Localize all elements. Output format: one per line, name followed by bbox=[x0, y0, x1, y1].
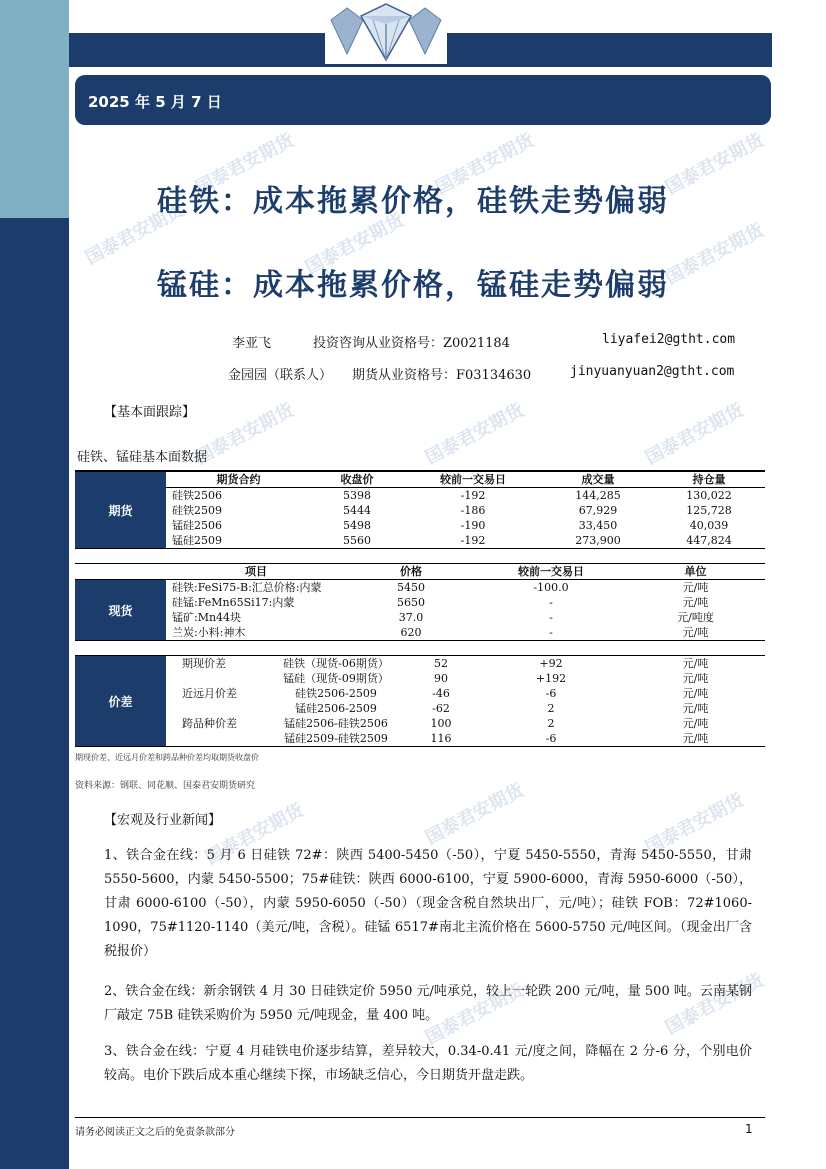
table-row bbox=[166, 610, 765, 625]
report-date: 2025 年 5 月 7 日 bbox=[88, 93, 222, 111]
watermark: 国泰君安期货 bbox=[422, 979, 528, 1049]
author-cert: 期货从业资格号：F03134630 bbox=[352, 368, 532, 383]
table-cell: +192 bbox=[535, 672, 567, 685]
table-cell: 硅铁2506 bbox=[172, 489, 222, 502]
table-row bbox=[166, 686, 765, 701]
table-cell: - bbox=[549, 611, 553, 624]
table-cell: 52 bbox=[434, 657, 448, 670]
report-title: 硅铁：成本拖累价格，硅铁走势偏弱 bbox=[157, 184, 669, 219]
table-cell: - bbox=[549, 596, 553, 609]
watermark: 国泰君安期货 bbox=[202, 799, 308, 869]
spot-block bbox=[75, 580, 765, 641]
table-header-row bbox=[166, 472, 765, 488]
section-heading: 【基本面跟踪】 bbox=[104, 405, 196, 420]
watermark: 国泰君安期货 bbox=[662, 129, 768, 199]
table-cell: 125,728 bbox=[686, 504, 732, 517]
table-row bbox=[166, 656, 765, 671]
table-cell: 33,450 bbox=[578, 519, 618, 532]
watermark: 国泰君安期货 bbox=[662, 969, 768, 1039]
table-spacer bbox=[75, 549, 765, 564]
table-row bbox=[166, 503, 765, 518]
table-cell: 锰硅2506 bbox=[172, 519, 222, 532]
table-cell: 620 bbox=[400, 626, 422, 639]
table-cell: 元/吨 bbox=[682, 687, 709, 700]
table-cell: 锰硅2509 bbox=[172, 534, 222, 547]
futures-label: 期货 bbox=[75, 472, 166, 548]
column-header: 成交量 bbox=[581, 473, 615, 486]
table-cell: 100 bbox=[430, 717, 452, 730]
watermark: 国泰君安期货 bbox=[422, 779, 528, 849]
author-email: liyafei2@gtht.com bbox=[602, 332, 736, 347]
table-cell: 元/吨度 bbox=[677, 611, 714, 624]
table-cell: 5444 bbox=[343, 504, 371, 517]
table-cell: 40,039 bbox=[689, 519, 729, 532]
table-cell: 硅锰:FeMn65Si17:内蒙 bbox=[172, 596, 295, 609]
table-row bbox=[166, 595, 765, 610]
table-cell: 2 bbox=[547, 717, 555, 730]
table-cell: 锰硅2506-2509 bbox=[295, 702, 377, 715]
futures-block bbox=[75, 472, 765, 549]
table-cell: 5560 bbox=[343, 534, 371, 547]
table-cell: 锰硅2506-硅铁2506 bbox=[284, 717, 388, 730]
report-title: 锰硅：成本拖累价格，锰硅走势偏弱 bbox=[157, 268, 669, 303]
table-cell: 元/吨 bbox=[682, 672, 709, 685]
fundamentals-table bbox=[75, 470, 765, 747]
table-row bbox=[166, 671, 765, 686]
column-header: 单位 bbox=[684, 565, 707, 578]
table-cell: 兰炭:小料:神木 bbox=[172, 626, 246, 639]
watermark: 国泰君安期货 bbox=[192, 399, 298, 469]
table-cell: 5498 bbox=[343, 519, 371, 532]
watermark: 国泰君安期货 bbox=[642, 399, 748, 469]
table-header-row bbox=[75, 564, 765, 580]
table-cell: 90 bbox=[434, 672, 448, 685]
table-row bbox=[166, 731, 765, 746]
table-cell: 硅铁2506-2509 bbox=[295, 687, 377, 700]
table-cell: 37.0 bbox=[398, 611, 424, 624]
table-cell: 硅铁（现货-06期货） bbox=[283, 657, 389, 670]
table-row bbox=[166, 488, 765, 503]
watermark: 国泰君安期货 bbox=[642, 789, 748, 859]
table-cell: 元/吨 bbox=[682, 581, 709, 594]
table-cell: 跨品种价差 bbox=[182, 717, 237, 730]
table-cell: 锰硅2509-硅铁2509 bbox=[284, 732, 388, 745]
table-source: 资料来源：钢联、同花顺、国泰君安期货研究 bbox=[75, 781, 256, 791]
table-row bbox=[166, 701, 765, 716]
spread-label: 价差 bbox=[75, 656, 166, 746]
diamond-logo-icon bbox=[325, 2, 447, 64]
author-name: 李亚飞 bbox=[232, 336, 272, 351]
table-cell: 67,929 bbox=[578, 504, 618, 517]
table-cell: 硅铁2509 bbox=[172, 504, 222, 517]
table-cell: -6 bbox=[545, 687, 557, 700]
table-cell: 元/吨 bbox=[682, 626, 709, 639]
author-name: 金园园（联系人） bbox=[228, 368, 333, 383]
column-header: 价格 bbox=[400, 565, 422, 578]
column-header: 项目 bbox=[245, 565, 267, 578]
table-cell: - bbox=[549, 626, 553, 639]
table-cell: 近远月价差 bbox=[182, 687, 237, 700]
spread-block bbox=[75, 656, 765, 746]
table-cell: 元/吨 bbox=[682, 717, 709, 730]
table-cell: -100.0 bbox=[533, 581, 569, 594]
table-cell: 元/吨 bbox=[682, 732, 709, 745]
column-header: 较前一交易日 bbox=[440, 473, 506, 486]
table-cell: 273,900 bbox=[575, 534, 621, 547]
table-cell: 锰矿:Mn44块 bbox=[172, 611, 242, 624]
news-paragraph: 2、铁合金在线：新余钢铁 4 月 30 日硅铁定价 5950 元/吨承兑，较上一轮跌 200 元/吨，量 500 吨。云南某钢厂敲定 75B 硅铁采购价为 5950 元/吨现金，量 400 吨。 bbox=[104, 984, 752, 1023]
table-cell: 144,285 bbox=[575, 489, 621, 502]
section-heading: 【宏观及行业新闻】 bbox=[104, 813, 222, 828]
table-cell: 5450 bbox=[397, 581, 425, 594]
table-cell: 硅铁:FeSi75-B:汇总价格:内蒙 bbox=[172, 581, 322, 594]
watermark: 国泰君安期货 bbox=[192, 129, 298, 199]
table-cell: 2 bbox=[547, 702, 555, 715]
table-row bbox=[166, 518, 765, 533]
table-spacer bbox=[75, 641, 765, 656]
watermark: 国泰君安期货 bbox=[302, 209, 408, 279]
table-cell: -6 bbox=[545, 732, 557, 745]
table-title: 硅铁、锰硅基本面数据 bbox=[77, 450, 208, 465]
table-cell: 元/吨 bbox=[682, 657, 709, 670]
author-cert: 投资咨询从业资格号：Z0021184 bbox=[313, 336, 510, 351]
table-cell: 130,022 bbox=[686, 489, 732, 502]
table-row bbox=[166, 580, 765, 595]
table-cell: 116 bbox=[430, 732, 452, 745]
watermark: 国泰君安期货 bbox=[82, 199, 188, 269]
table-cell: 5650 bbox=[397, 596, 425, 609]
sidebar-bottom-band bbox=[0, 218, 69, 1169]
table-cell: -192 bbox=[460, 534, 486, 547]
table-cell: 锰硅（现货-09期货） bbox=[283, 672, 389, 685]
table-cell: -62 bbox=[432, 702, 450, 715]
table-cell: -192 bbox=[460, 489, 486, 502]
column-header: 收盘价 bbox=[340, 473, 374, 486]
column-header: 期货合约 bbox=[216, 473, 261, 486]
table-cell: 元/吨 bbox=[682, 702, 709, 715]
table-cell: -46 bbox=[432, 687, 450, 700]
table-cell: 5398 bbox=[343, 489, 371, 502]
page-number: 1 bbox=[745, 1122, 753, 1136]
table-cell: 期现价差 bbox=[182, 657, 226, 670]
watermark: 国泰君安期货 bbox=[422, 399, 528, 469]
table-cell: 447,824 bbox=[686, 534, 732, 547]
table-cell: 元/吨 bbox=[682, 596, 709, 609]
news-paragraph: 1、铁合金在线：5 月 6 日硅铁 72#：陕西 5400-5450（-50），宁夏 5450-5550，青海 5450-5550，甘肃 5550-5600，内蒙 5450-5500；75#硅铁：陕西 6000-6100，宁夏 5900-6000，青海 5950-6000（-50），甘肃 6000-6100（-50），内蒙 5950-6050（-50）（现金含税自然块出厂，元/吨）；硅铁 FOB：72#1060-1090，75#1120-1140（美元/吨，含税）。硅锰 6517#南北主流价格在 5600-5750 元/吨区间。（现金出厂含税报价） bbox=[104, 848, 752, 959]
table-row bbox=[166, 716, 765, 731]
table-row bbox=[166, 625, 765, 640]
watermark: 国泰君安期货 bbox=[662, 219, 768, 289]
column-header: 持仓量 bbox=[692, 473, 726, 486]
author-email: jinyuanyuan2@gtht.com bbox=[570, 364, 735, 379]
table-cell: -186 bbox=[460, 504, 486, 517]
column-header: 较前一交易日 bbox=[518, 565, 584, 578]
footer-rule bbox=[75, 1117, 765, 1118]
news-paragraph: 3、铁合金在线：宁夏 4 月硅铁电价逐步结算，差异较大，0.34-0.41 元/度之间，降幅在 2 分-6 分，个别电价较高。电价下跌后成本重心继续下探，市场缺乏信心，今日期货开盘走跌。 bbox=[104, 1044, 752, 1083]
table-cell: +92 bbox=[539, 657, 563, 670]
spot-label: 现货 bbox=[75, 580, 166, 640]
footer-disclaimer: 请务必阅读正文之后的免责条款部分 bbox=[75, 1127, 235, 1138]
table-cell: -190 bbox=[460, 519, 486, 532]
table-row bbox=[166, 533, 765, 548]
watermark: 国泰君安期货 bbox=[432, 129, 538, 199]
table-note: 期现价差、近远月价差和跨品种价差均取期货收盘价 bbox=[75, 753, 259, 762]
